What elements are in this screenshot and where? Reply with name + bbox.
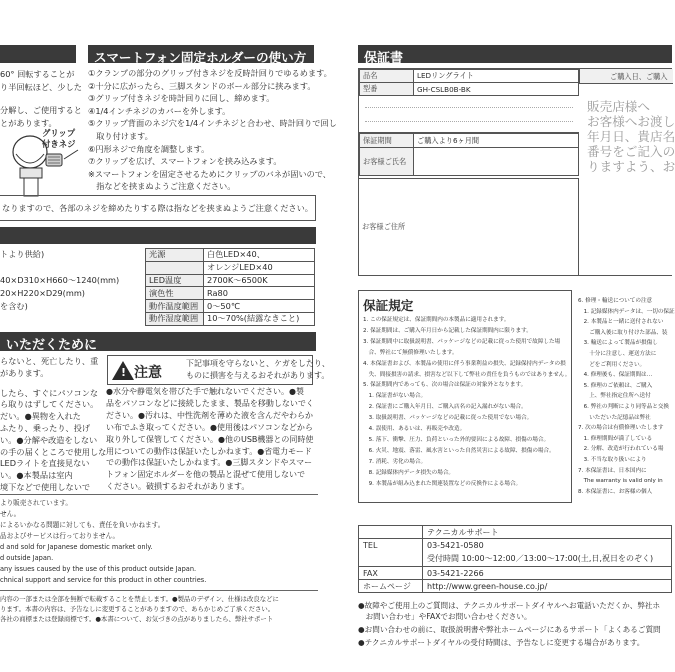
warranty-header [358,45,672,66]
rule-line: 上、弊社指定住所へ送付 [578,393,651,400]
rule-line: 3. 輸送によって製品が損傷し [578,340,658,347]
holder-usage-header [88,45,314,63]
rule-line: 6. 修理・輸送についての注意 [578,298,653,304]
rule-line: 5. 保証期間内であっても、次の場合は保証の対象外となります。 [363,382,527,389]
divider [0,590,318,591]
warning-line: があります。 [0,367,49,378]
rule-line: 6. 弊社の判断により同等品と交換 [578,403,670,410]
partial-line: 60° 回転することが [0,69,75,79]
caution-body [106,386,318,493]
rule-line: 3. 不当な取り扱いにより [578,456,647,463]
name-row [360,148,579,176]
rules-list [363,315,571,490]
caution-triangle-icon: ! [112,361,134,380]
support-note: ●故障やご使用上のご質問は、テクニカルサポートダイヤルへお電話いただくか、弊社ホ [358,601,661,610]
spec-val: 0～50℃ [204,300,315,313]
warning-line: 境下などで使用しないで [0,481,91,492]
market-line: より販売されています。 [0,499,73,507]
market-line: any issues caused by the use of this product outside Japan. [0,565,197,573]
rules-box [358,290,572,503]
rule-line: 6. 火災、地震、落雷、風水害といった自然災害による故障、損傷の場合。 [363,447,555,454]
rule-line: The warranty is valid only in [578,478,663,485]
rule-line: 2. 分解、改造が行われている場 [578,446,664,453]
warning-text [0,356,107,494]
holder-step: ①クランプの部分のグリップ付きネジを反時計回りでゆるめます。 [88,68,332,78]
homepage-row [359,580,672,593]
store-notice-line: 番号をご記入の [587,144,675,159]
spec-value: 40×D310×H660～1240(mm) [0,275,120,285]
spec-key: 動作温度範囲 [146,300,204,313]
purchase-date-label: ご購入日、ご購入 [610,72,668,81]
holder-step: ③グリップ付きネジを時計回りに回し、締めます。 [88,93,275,104]
spec-key [146,261,204,274]
rule-line: 9. 本製品が組み込まれた関連装置などの反換作による場合。 [363,480,522,487]
store-notice-line: 年月日、貴店名 [587,129,675,144]
spec-key: 演色性 [146,287,204,300]
partial-line: とがあります。 [0,117,57,128]
rule-line: 1. 記録媒体内データは、一切の保証 [578,308,675,315]
holder-steps [88,67,337,193]
left-section-header-stub [0,45,76,63]
market-line: 品およびサービスは行っておりません。 [0,532,120,540]
rule-line: 十分に注意し、運送方法に [578,350,657,357]
store-notice-line: 販売店様へ [587,99,650,114]
warning-line: ふたり、乗ったり、投げ [0,422,91,433]
spec-value: 20×H220×D29(mm) [0,288,85,298]
rule-line: 2. 保証期間は、ご購入年月日から記載した保証期間内に限ります。 [363,327,532,334]
spec-val: 白色LED×40、 [204,249,315,262]
warning-line: だい。●異物を入れた [0,411,81,422]
support-table [358,525,672,593]
spec-val: Ra80 [204,287,315,300]
caution-desc-line: 下記事項を守らないと、ケガをしたり、 [186,359,330,368]
spec-value: を含む) [0,301,28,311]
fax-row [359,567,672,580]
copyright-line: 内容の一部または全部を無断で転載することを禁止します。●製品のデザイン、仕様は改良などに [0,595,279,603]
rule-line: 2. 保証書にご購入年月日、ご購入店名の記入漏れがない場合。 [363,404,527,411]
spec-key: 光源 [146,249,204,262]
period-table [359,133,579,176]
partial-line: り半回転ほど、少した [0,81,82,92]
dotted-line [365,107,573,108]
product-table [359,69,579,96]
warranty-title: 保証書 [364,51,404,66]
left-page [0,0,336,672]
caution-line: い布でふき取ってください。●使用後はパソコンなどから [106,422,313,432]
rule-line: 7. 次の場合は有償修理いたします [578,425,664,432]
rule-line: いただいた記憶品は弊社 [578,414,651,421]
rule-line: 4. 誤使用、あるいは、再販売や改造。 [363,426,466,433]
copyright-notice [0,594,320,624]
warning-line: したら、すぐにパソコンな [0,387,99,398]
rule-line: 1. 保証書がない場合。 [363,393,427,400]
caution-line: トフォン固定ホルダーを他の製品と混ぜて使用しないで [106,470,306,480]
warning-line: の手の届くところで使用しな [0,446,107,457]
rule-line: 1. この保証規定は、保証期間内の本製品に適用されます。 [363,317,510,323]
rule-line: 合、弊社にて無償修理いたします。 [363,349,458,356]
period-key: 保証期間 [360,134,414,148]
market-line: によるいかなる問題に対しても、責任を負いかねます。 [0,521,165,529]
top-partial-text [0,68,82,129]
holder-step: ⑦クリップを広げ、スマートフォンを挟み込みます。 [88,156,282,167]
rule-line: どをご利用ください。 [578,361,646,368]
rule-line: 3. 取扱説明書、パッケージなどの記載に従った使用でない場合。 [363,415,533,422]
rules-title: 保証規定 [363,298,414,313]
rule-line: ご購入後に取り付けた部品、装 [578,329,668,336]
caution-line: 用についての動作は保証いたしかねます。●省電力モード [106,446,312,456]
warning-line: い。●分解や改造をしない [0,434,98,445]
market-line: chnical support and service for this product in other countries. [0,576,207,584]
safety-header [0,332,316,351]
warranty-form [358,68,675,276]
spec-row [146,249,315,262]
safety-header-title: いただくために [6,338,98,353]
warning-line: ら取りはずしてください。 [0,399,99,410]
store-stamp-area [359,97,579,133]
rule-line: 4. 本保証書および、本製品の使用に伴う事業利益の損失、記録保持内データの損 [363,360,566,367]
divider [0,494,318,495]
market-notice [0,498,320,586]
tel-hours: 受付時間 10:00～12:00／13:00～17:00(土,日,祝日をのぞく) [423,552,672,567]
support-title: テクニカルサポート [423,526,672,539]
rule-line: 7. 消耗、劣化の場合。 [363,458,427,465]
spec-row [146,287,315,300]
support-note: ●テクニカルサポートダイヤルの受付時間は、予告なしに変更する場合があります。 [358,638,645,647]
fax-label: FAX [359,567,423,580]
tel-label: TEL [359,539,423,567]
support-title-row [359,526,672,539]
holder-step: ⑤クリップ背面のネジ穴を1/4インチネジと合わせ、時計回りで回し [88,118,337,129]
dotted-line [365,121,573,122]
store-notice [587,99,673,174]
support-corner [359,526,423,539]
tightening-note: なりますので、各部のネジを締めたりする際は指などを挟まぬようご注意ください。 [2,203,313,213]
rule-line: 3. 保証期間中に取扱説明書、パッケージなどの記載に従った使用で故障した場 [363,338,561,345]
rule-line: 4. 修理後も、保証期間は… [578,372,653,379]
fax-value[interactable]: 03-5421-2266 [423,567,672,580]
rule-line: 1. 修理期間が満了している [578,435,653,442]
spec-row [146,261,315,274]
spec-val: オレンジLED×40 [204,261,315,274]
spec-left-values [0,248,143,313]
tel-value[interactable]: 03-5421-0580 [423,539,672,552]
holder-step: ②十分に広がったら、三脚スタンドのボール部分に挟みます。 [88,80,316,91]
spec-key: LED温度 [146,274,204,287]
homepage-label: ホームページ [359,580,423,593]
caution-line: ●水分や静電気を帯びた手で触れないでください。●製 [106,387,304,396]
product-key: 型番 [360,83,414,96]
spec-table [145,248,315,326]
market-line: d outside Japan. [0,554,54,562]
homepage-link[interactable]: http://www.green-house.co.jp/ [423,580,672,593]
holder-step: 指などを挟まぬようご注意ください。 [88,181,236,192]
holder-step: 取り付けます。 [88,130,153,141]
product-row [360,70,579,83]
spec-row [146,312,315,325]
product-val: GH-CSLB0B-BK [414,83,579,96]
address-label: お客様ご住所 [362,222,406,231]
caution-desc [186,358,330,382]
right-page [336,0,675,672]
rule-line: 2. 本製品と一緒に送付されない [578,319,664,326]
grip-arrow [58,148,80,162]
caution-box [107,355,330,385]
tel-row [359,539,672,552]
market-line: d and sold for Japanese domestic market only. [0,543,153,551]
caution-line: での動作は保証いたしかねます。●三脚スタンドやスマー [106,458,313,468]
period-row [360,134,579,148]
spec-val: 2700K～6500K [204,274,315,287]
caution-line: 取り外して保管してください。●他のUSB機器との同時使 [106,434,314,444]
spec-key: 動作湿度範囲 [146,312,204,325]
spec-val: 10～70%(結露なきこと) [204,312,315,325]
product-val: LEDリングライト [414,70,579,83]
purchase-date-header [579,69,673,84]
warning-line: らないと、死亡したり、重 [0,356,99,366]
support-note: お問い合わせ」やFAXでお問い合わせください。 [358,612,532,621]
market-line: せん。 [0,510,21,518]
spec-row [146,274,315,287]
store-notice-line: りますよう、お [587,159,675,174]
caution-label: 注意 [134,365,162,381]
copyright-line: 各社の商標または登録商標です。●本書について、お気づきの点がありましたら、弊社サポート [0,615,274,623]
warning-line: LEDライトを直接見ない [0,458,90,469]
spec-header [0,227,316,244]
rule-line: 5. 落下、衝撃、圧力、負荷といった外的要因による故障、損傷の場合。 [363,436,550,443]
caution-line: ください。破損するおそれがあります。 [106,482,250,492]
spec-row [146,300,315,313]
rule-line: 失、間接損害の請求、損害など以下して弊社の責任を負うものではありません。 [363,371,571,378]
rules-continued [578,296,675,497]
holder-usage-title: スマートフォン固定ホルダーの使い方 [94,50,307,65]
support-notes [358,600,672,648]
name-value-field[interactable] [414,148,579,176]
warning-line: い。●本製品は室内 [0,470,73,481]
address-field[interactable] [359,178,579,276]
grip-screw-label: グリップ 付きネジ [42,128,76,149]
period-val: ご購入より6ヶ月間 [414,134,579,148]
rule-line: 8. 本保証書に、お客様の個人 [578,488,653,495]
rule-line: 7. 本保証書は、日本国内に [578,467,647,474]
rule-line: 8. 記録媒体内データ損失の場合。 [363,469,455,476]
holder-step: ⑥円形ネジで角度を調整します。 [88,143,210,154]
holder-step: ※スマートフォンを固定させるためにクリップのバネが固いので、 [88,168,331,179]
rule-line: 5. 修理のご依頼は、ご購入 [578,382,653,389]
copyright-line: ります。本書の内容は、予告なしに変更することがありますので、あらかじめご了承ください。 [0,605,275,613]
caution-line: 品をパソコンなどに接続したまま、製品を移動しないでく [106,398,314,408]
store-notice-line: お客様へお渡し [587,114,675,129]
holder-step: ④1/4インチネジのカバーを外します。 [88,105,231,116]
product-key: 品名 [360,70,414,83]
partial-line: 分解し、ご使用すると [0,105,82,116]
support-note: ●お問い合わせの前に、取扱説明書や弊社ホームページにあるサポート「よくあるご質問 [358,625,661,634]
name-key: お客様ご氏名 [360,148,414,176]
caution-line: ださい。●汚れは、中性洗剤を薄めた液を含んだやわらか [106,410,313,420]
caution-desc-line: ものに損害を与えるおそれがあります。 [186,371,330,380]
tightening-note-box [0,195,316,221]
product-row [360,83,579,96]
spec-value: トより供給) [0,249,45,259]
